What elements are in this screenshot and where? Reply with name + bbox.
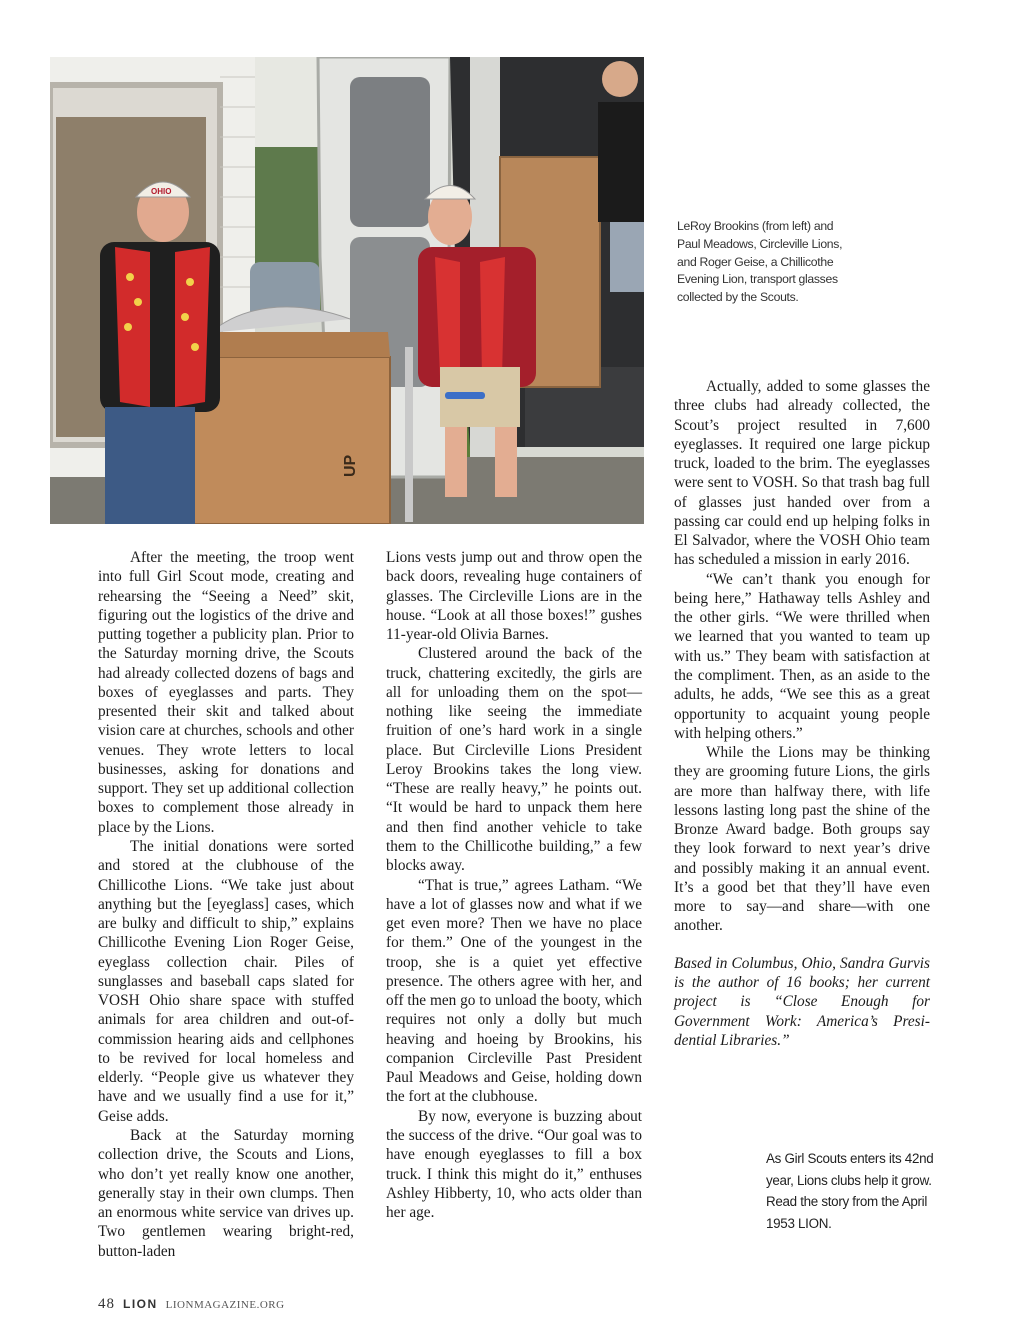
box-up-label: UP xyxy=(342,454,359,477)
magazine-website: LIONMAGAZINE.ORG xyxy=(165,1299,285,1311)
paragraph: While the Lions may be thinking they are grooming future Lions, the girls are more than halfway there, with life lessons lasting long past the shine of the Bronze Award badge. Both groups say they look forward to next year’s drive and possibly making it an annual event. It’s a good bet that they’ll have even more to say—and share—with one another. xyxy=(674,744,930,935)
related-story-note: As Girl Scouts enters its 42nd year, Lions clubs help it grow. Read the story from the April 1953 LION. xyxy=(766,1151,934,1231)
article-column-3 xyxy=(674,377,930,1050)
paragraph: By now, everyone is buzzing about the success of the drive. “Our goal was to have enough eyeglasses to fill a box truck. I think this might do it,” enthuses Ashley Hibberty, 10, who acts older than her age. xyxy=(386,1107,642,1222)
paragraph: After the meeting, the troop went into full Girl Scout mode, creating and rehearsing the “Seeing a Need” skit, figuring out the logistics of the drive and putting together a publicity plan. Prior to the Saturday morning drive, the Scouts had already collected dozens of bags and boxes of eyeglasses and parts. They presented their skit and talked about vision care at churches, schools and other venues. They wrote letters to local businesses, asking for donations and support. They set up additional collection boxes to complement those already in place by the Lions. xyxy=(98,549,354,836)
magazine-name: LION xyxy=(123,1297,158,1311)
article-column-2 xyxy=(386,548,642,1222)
photo-caption: LeRoy Brookins (from left) and Paul Meadows, Circleville Lions, and Roger Geise, a Chillicothe Evening Lion, transport glasses collected by the Scouts. xyxy=(677,219,843,305)
paragraph: The initial donations were sorted and stored at the clubhouse of the Chillicothe Lions. “We take just about anything but the [eyeglass] cases, which are bulky and difficult to ship,” explains Chillicothe Evening Lion Roger Geise, eyeglass collection chair. Piles of sunglasses and baseball caps slated for VOSH Ohio share space with stuffed animals for area children and out-of-commission hearing aids and cellphones to be revived for local homeless and elderly. “People give us whatever they have and we usually find a use for it,” Geise adds. xyxy=(98,837,354,1125)
page-footer xyxy=(98,1296,285,1313)
article-column-1 xyxy=(98,548,354,1261)
paragraph: Back at the Saturday morning collection drive, the Scouts and Lions, who don’t yet really know one another, generally stay in their own clumps. Then an enormous white service van drives up. Two gentlemen wearing bright-red, button-laden xyxy=(98,1126,354,1260)
page-number: 48 xyxy=(98,1296,115,1312)
paragraph-continued: Lions vests jump out and throw open the back doors, revealing huge containers of glasses. The Circleville Lions are in the house. “Look at all those boxes!” gushes 11-year-old Olivia Barnes. xyxy=(386,549,642,644)
paragraph: “We can’t thank you enough for being here,” Hathaway tells Ashley and the other girls. “We were thrilled when we learned that you wanted to team up with us.” They beam with satisfaction at the compliment. Then, as an aside to the adults, he adds, “We see this as a great opportunity to acquaint young people with helping others.” xyxy=(674,570,930,742)
article-photo xyxy=(50,57,644,524)
paragraph: Actually, added to some glasses the three clubs had already collected, the Scout’s project resulted in 7,600 eyeglasses. It required one large pickup truck, loaded to the brim. The eyeglasses were sent to VOSH. So that trash bag full of glasses just handed over from a passing car could end up helping folks in El Salvador, where the VOSH Ohio team has scheduled a mission in early 2016. xyxy=(674,378,930,569)
paragraph: Clustered around the back of the truck, chattering excitedly, the girls are all for unloading them on the spot—nothing like seeing the immediate fruition of one’s hard work in a single place. But Circleville Lions President Leroy Brookins takes the long view. “These are really heavy,” he points out. “It would be hard to unpack them here and then find another vehicle to take them to the Chillicothe building,” a few blocks away. xyxy=(386,645,642,875)
lions-van-photo xyxy=(50,57,644,524)
author-bio: Based in Columbus, Ohio, Sandra Gurvis is the author of 16 books; her current project is “Close Enough for Government Work: America’s Presidential Libraries.” xyxy=(674,954,930,1049)
paragraph: “That is true,” agrees Latham. “We have a lot of glasses now and what if we get even more? Then we have no place for them.” One of the youngest in the troop, she is a quiet yet effective presence. The others agree with her, and off the men go to unload the booty, which requires not only a dolly but much heaving and hoeing by Brookins, his companion Circleville Past President Paul Meadows and Geise, holding down the fort at the clubhouse. xyxy=(386,876,642,1106)
cap-badge-text: OHIO xyxy=(151,187,172,196)
